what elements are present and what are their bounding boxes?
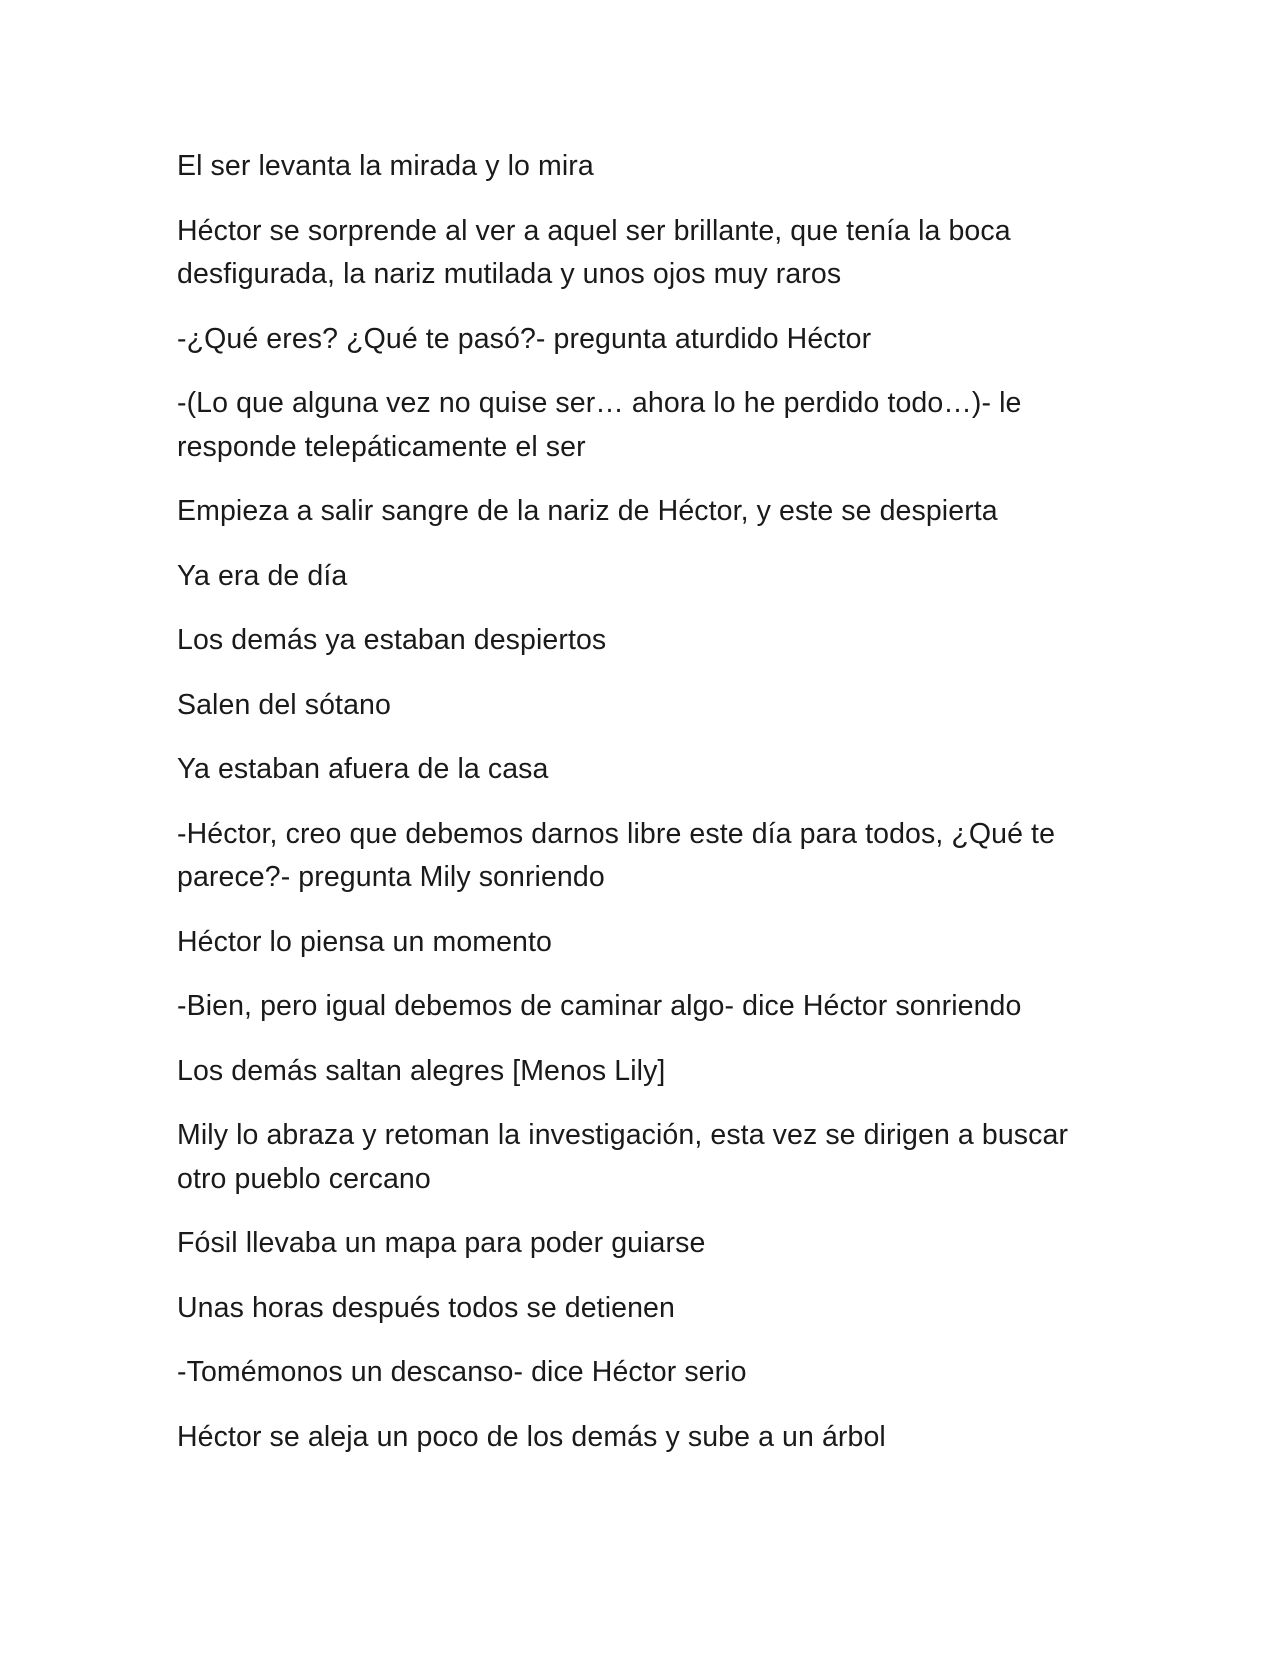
paragraph: -Bien, pero igual debemos de caminar algo- dice Héctor sonriendo bbox=[177, 990, 1022, 1022]
paragraph: Los demás ya estaban despiertos bbox=[177, 624, 607, 656]
paragraph: Fósil llevaba un mapa para poder guiarse bbox=[177, 1227, 706, 1259]
paragraph: El ser levanta la mirada y lo mira bbox=[177, 150, 594, 182]
paragraph: -(Lo que alguna vez no quise ser… ahora lo he perdido todo…)- le responde telepáticamente el ser bbox=[177, 387, 1022, 463]
paragraph: Salen del sótano bbox=[177, 688, 391, 721]
paragraph: Unas horas después todos se detienen bbox=[177, 1291, 675, 1324]
paragraph: Héctor se aleja un poco de los demás y sube a un árbol bbox=[177, 1420, 886, 1453]
paragraph: -¿Qué eres? ¿Qué te pasó?- pregunta aturdido Héctor bbox=[177, 322, 872, 355]
paragraph: -Tomémonos un descanso- dice Héctor serio bbox=[177, 1356, 747, 1388]
paragraph: Mily lo abraza y retoman la investigación, esta vez se dirigen a buscar otro pueblo cercano bbox=[177, 1119, 1069, 1195]
paragraph: Ya estaban afuera de la casa bbox=[177, 753, 549, 785]
document-body bbox=[177, 145, 1087, 1480]
paragraph: -Héctor, creo que debemos darnos libre este día para todos, ¿Qué te parece?- pregunta Mily sonriendo bbox=[177, 817, 1056, 893]
paragraph: Ya era de día bbox=[177, 559, 348, 592]
paragraph: Empieza a salir sangre de la nariz de Héctor, y este se despierta bbox=[177, 495, 998, 527]
paragraph: Héctor lo piensa un momento bbox=[177, 925, 552, 958]
paragraph: Héctor se sorprende al ver a aquel ser brillante, que tenía la boca desfigurada, la nariz mutilada y unos ojos muy raros bbox=[177, 214, 1011, 290]
paragraph: Los demás saltan alegres [Menos Lily] bbox=[177, 1054, 666, 1087]
